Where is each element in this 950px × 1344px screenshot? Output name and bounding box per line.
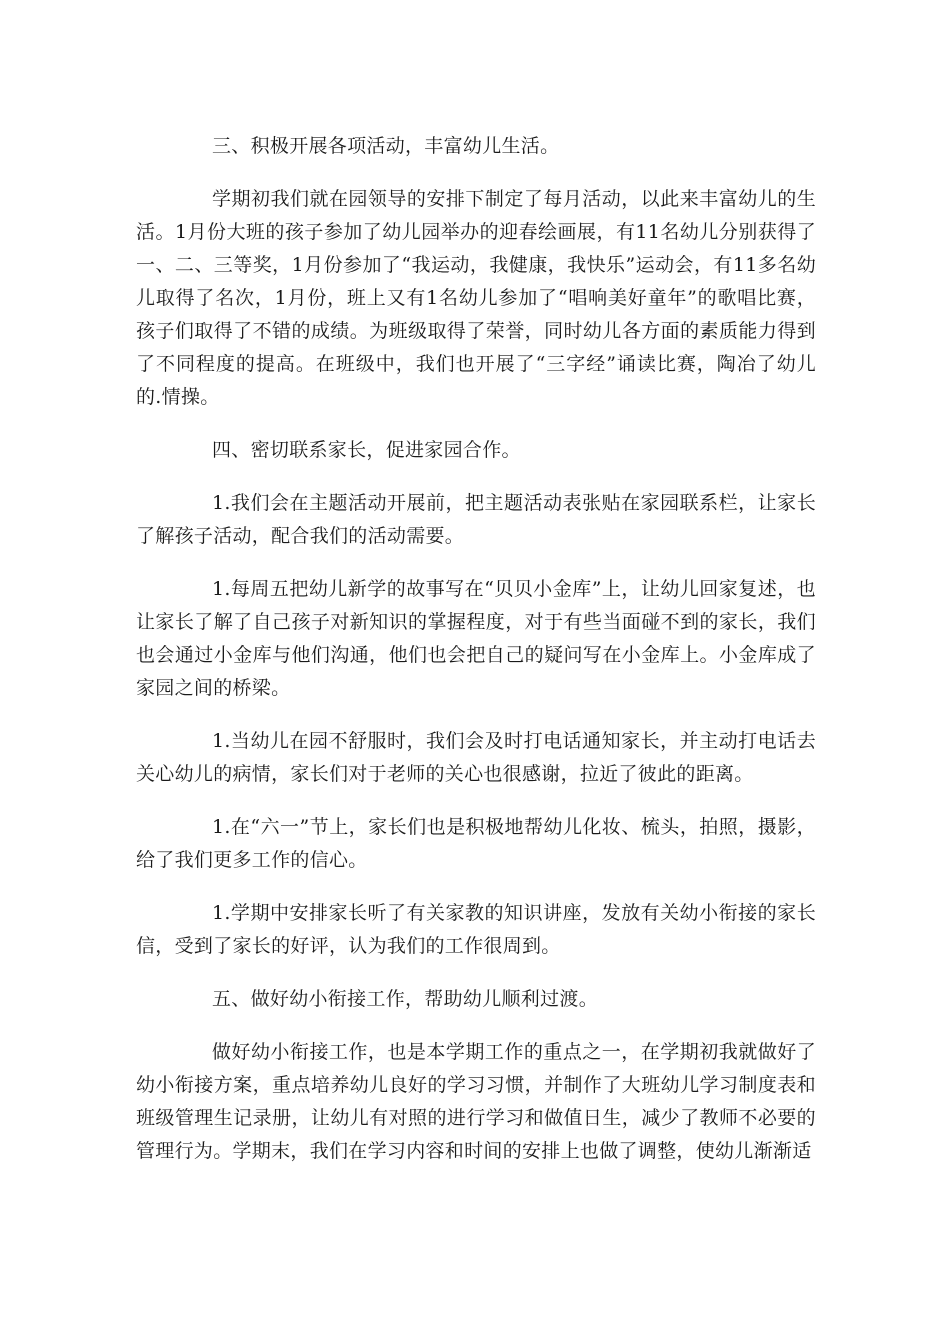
paragraph-story-bank: 1.每周五把幼儿新学的故事写在“贝贝小金库”上，让幼儿回家复述，也让家长了解了自己孩子对新知识的掌握程度，对于有些当面碰不到的家长，我们也会通过小金库与他们沟通，他们也会把自己的疑问写在小金库上。小金库成了家园之间的桥梁。 [136, 578, 816, 699]
paragraph-phone-parents: 1.当幼儿在园不舒服时，我们会及时打电话通知家长，并主动打电话去关心幼儿的病情，家长们对于老师的关心也很感谢，拉近了彼此的距离。 [136, 730, 816, 785]
section-heading-4: 四、密切联系家长，促进家园合作。 [212, 439, 521, 461]
section-heading-3: 三、积极开展各项活动，丰富幼儿生活。 [212, 135, 560, 157]
paragraph-transition: 做好幼小衔接工作，也是本学期工作的重点之一，在学期初我就做好了幼小衔接方案，重点培养幼儿良好的学习习惯，并制作了大班幼儿学习制度表和班级管理生记录册，让幼儿有对照的进行学习和做值日生，减少了教师不必要的管理行为。学期末，我们在学习内容和时间的安排上也做了调整，使幼儿渐渐适 [136, 1041, 816, 1162]
paragraph-activities: 学期初我们就在园领导的安排下制定了每月活动，以此来丰富幼儿的生活。1月份大班的孩子参加了幼儿园举办的迎春绘画展，有11名幼儿分别获得了一、二、三等奖，1月份参加了“我运动，我健康，我快乐”运动会，有11多名幼儿取得了名次，1月份，班上又有1名幼儿参加了“唱响美好童年”的歌唱比赛，孩子们取得了不错的成绩。为班级取得了荣誉，同时幼儿各方面的素质能力得到了不同程度的提高。在班级中，我们也开展了“三字经”诵读比赛，陶冶了幼儿的.情操。 [136, 188, 816, 408]
paragraph-childrens-day: 1.在“六一”节上，家长们也是积极地帮幼儿化妆、梳头，拍照，摄影，给了我们更多工作的信心。 [136, 816, 816, 871]
document-body [136, 130, 816, 1168]
paragraph-theme-board: 1.我们会在主题活动开展前，把主题活动表张贴在家园联系栏，让家长了解孩子活动，配合我们的活动需要。 [136, 492, 816, 547]
paragraph-parent-lecture: 1.学期中安排家长听了有关家教的知识讲座，发放有关幼小衔接的家长信，受到了家长的好评，认为我们的工作很周到。 [136, 902, 816, 957]
section-heading-5: 五、做好幼小衔接工作，帮助幼儿顺利过渡。 [212, 988, 599, 1010]
